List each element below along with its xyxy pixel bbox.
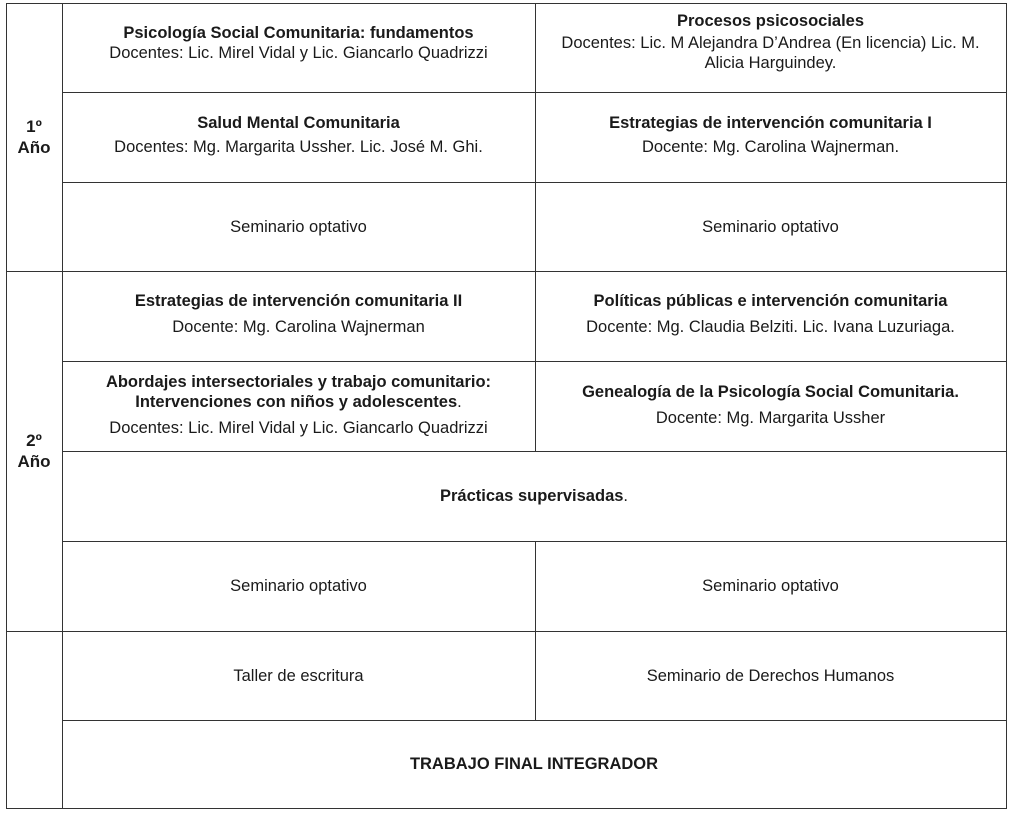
course-cell [62,3,535,92]
seminar-cell [535,182,1006,271]
course-cell [535,3,1006,92]
course-title: Procesos psicosociales [676,12,865,30]
course-docentes: Docente: Mg. Margarita Ussher [655,409,886,427]
practice-title-wrap: Prácticas supervisadas. [439,487,629,505]
course-docentes: Docentes: Lic. Mirel Vidal y Lic. Giancarlo Quadrizzi [109,44,488,62]
workshop-label: Taller de escritura [233,666,364,685]
course-docentes: Docentes: Lic. Mirel Vidal y Lic. Giancarlo Quadrizzi [109,419,488,437]
final-work-title: TRABAJO FINAL INTEGRADOR [409,755,659,773]
seminar-label: Seminario optativo [702,217,839,236]
table-border-right [1006,3,1007,809]
course-title-wrap: Abordajes intersectoriales y trabajo comunitario: Intervenciones con niños y adolescentes. [105,373,492,411]
year-2-label: Año [17,452,51,471]
course-title: Abordajes intersectoriales y trabajo comunitario: Intervenciones con niños y adolescentes [105,373,492,411]
course-cell [535,361,1006,451]
year-1-cell [6,3,62,271]
course-title: Estrategias de intervención comunitaria II [134,292,463,310]
year-1-number: 1º [26,117,42,136]
practice-title: Prácticas supervisadas [439,487,624,505]
course-title: Estrategias de intervención comunitaria I [609,114,932,132]
year-1-label: Año [17,138,51,157]
course-docentes: Docente: Mg. Carolina Wajnerman. [641,138,900,156]
course-cell [62,92,535,182]
year-2-cell [6,271,62,631]
seminar-label: Seminario de Derechos Humanos [646,666,895,685]
course-docentes: Docentes: Lic. M Alejandra D’Andrea (En licencia) Lic. M. Alicia Harguindey. [561,34,980,72]
seminar-label: Seminario optativo [702,577,839,595]
course-title: Genealogía de la Psicología Social Comunitaria. [582,383,959,401]
course-title: Psicología Social Comunitaria: fundamentos [123,24,474,42]
curriculum-table [6,3,1007,809]
course-docentes: Docente: Mg. Claudia Belziti. Lic. Ivana Luzuriaga. [586,318,955,336]
course-cell [535,271,1006,361]
seminar-cell [535,631,1006,720]
workshop-cell [62,631,535,720]
course-docentes: Docente: Mg. Carolina Wajnerman [172,318,425,336]
final-work-cell [62,720,1006,808]
practice-cell [62,451,1006,541]
seminar-cell [62,541,535,631]
year-2-number: 2º [26,431,42,450]
seminar-label: Seminario optativo [230,577,367,595]
course-cell [62,361,535,451]
course-docentes: Docentes: Mg. Margarita Ussher. Lic. José M. Ghi. [114,138,483,156]
course-cell [535,92,1006,182]
course-title: Políticas públicas e intervención comunitaria [593,292,948,310]
seminar-cell [62,182,535,271]
course-title: Salud Mental Comunitaria [197,114,400,132]
seminar-label: Seminario optativo [230,217,367,236]
table-border-bottom [6,808,1007,809]
course-cell [62,271,535,361]
seminar-cell [535,541,1006,631]
